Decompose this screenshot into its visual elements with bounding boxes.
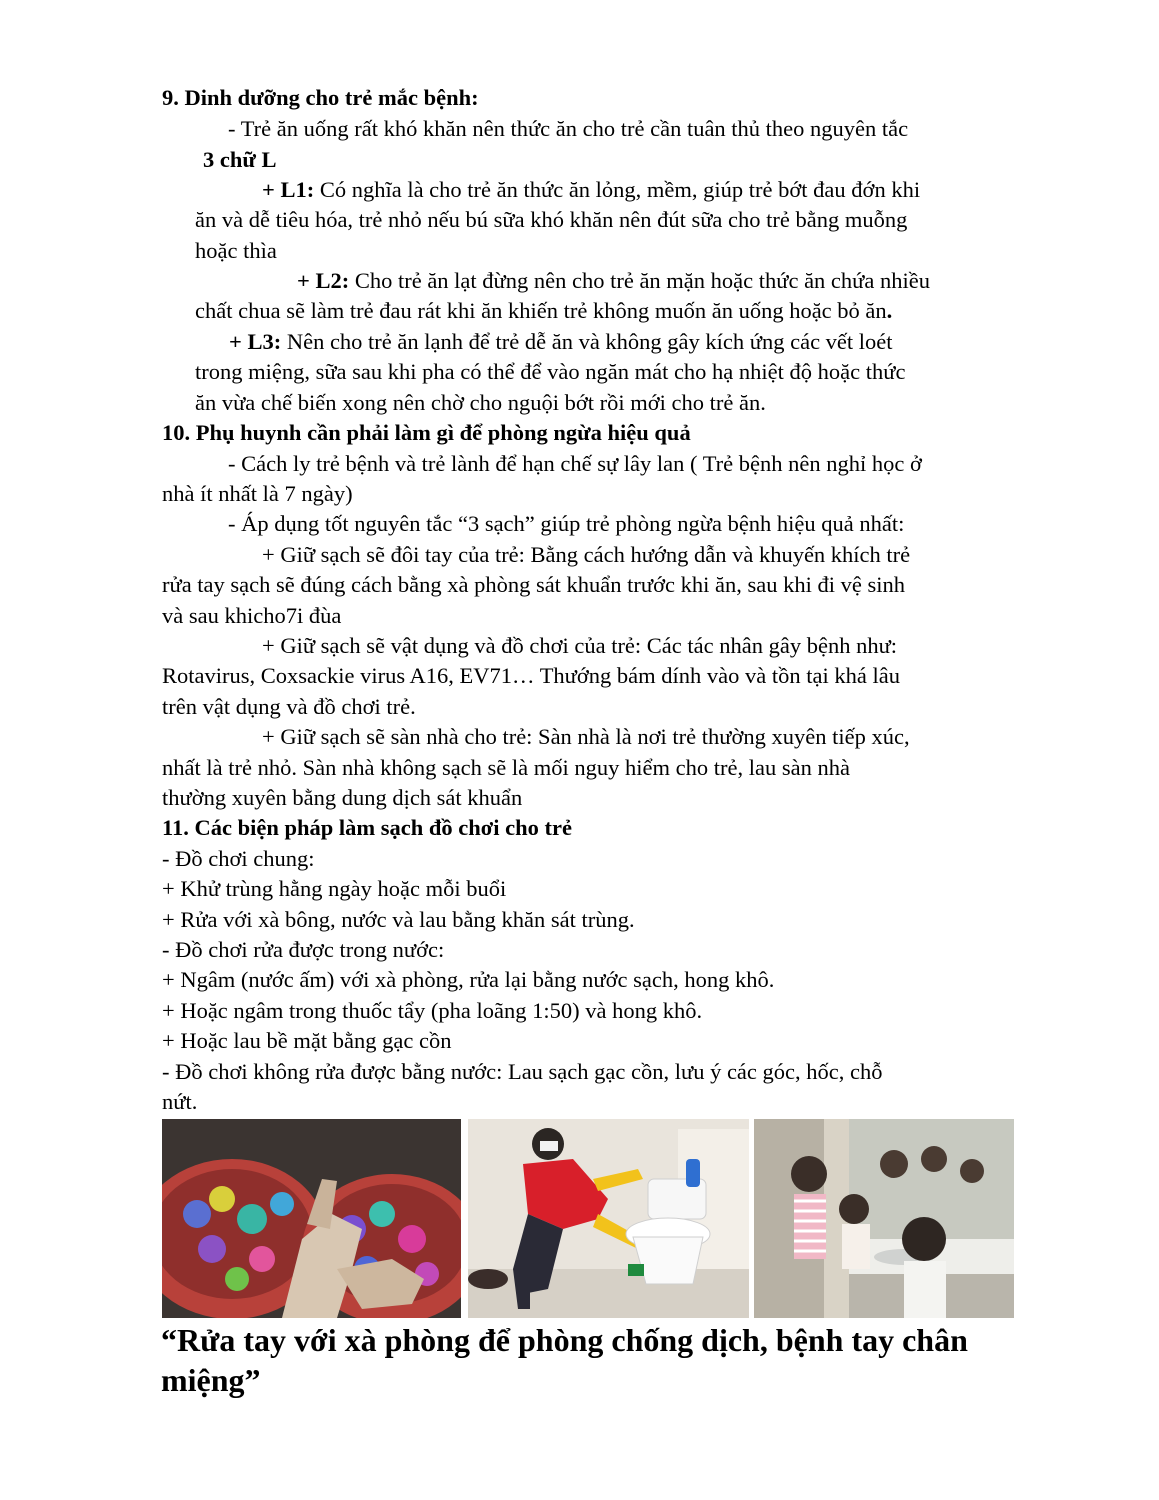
l2-end: . xyxy=(886,298,893,323)
l2-label: + L2: xyxy=(297,268,350,293)
quote-line2: miệng” xyxy=(161,1362,261,1398)
s11-line: + Hoặc ngâm trong thuốc tẩy (pha loãng 1:50) và hong khô. xyxy=(162,998,703,1023)
s10-p5-line2: nhất là trẻ nhỏ. Sàn nhà không sạch sẽ là mối nguy hiểm cho trẻ, lau sàn nhà xyxy=(162,755,850,780)
s10-p5-line3: thường xuyên bằng dung dịch sát khuẩn xyxy=(162,785,523,810)
s11-line: + Khử trùng hằng ngày hoặc mỗi buổi xyxy=(162,876,507,901)
quote-line1: “Rửa tay với xà phòng để phòng chống dịch, bệnh tay chân xyxy=(161,1322,968,1358)
l1-line3: hoặc thìa xyxy=(195,238,277,263)
photo-children-washing-hands xyxy=(754,1119,1014,1318)
l3-label: + L3: xyxy=(229,329,282,354)
l1-line1 xyxy=(262,175,920,205)
section10-heading: 10. Phụ huynh cần phải làm gì để phòng ngừa hiệu quả xyxy=(162,420,691,445)
photo-cleaning-toilet xyxy=(468,1119,749,1318)
section9-heading: 9. Dinh dưỡng cho trẻ mắc bệnh: xyxy=(162,85,479,110)
l1-label: + L1: xyxy=(262,177,315,202)
s11-line: + Ngâm (nước ấm) với xà phòng, rửa lại bằng nước sạch, hong khô. xyxy=(162,967,775,992)
s10-p1-line2: nhà ít nhất là 7 ngày) xyxy=(162,481,353,506)
washing-toys-illustration xyxy=(162,1119,461,1318)
l1-text: Có nghĩa là cho trẻ ăn thức ăn lỏng, mềm, giúp trẻ bớt đau đớn khi xyxy=(314,177,921,202)
section9-intro: - Trẻ ăn uống rất khó khăn nên thức ăn cho trẻ cần tuân thủ theo nguyên tắc xyxy=(228,116,909,141)
s11-line: - Đồ chơi rửa được trong nước: xyxy=(162,937,445,962)
photo-strip xyxy=(162,1119,1014,1318)
s10-p4-line1: + Giữ sạch sẽ vật dụng và đồ chơi của trẻ: Các tác nhân gây bệnh như: xyxy=(262,633,898,658)
l3-text: Nên cho trẻ ăn lạnh để trẻ dễ ăn và không gây kích ứng các vết loét xyxy=(281,329,893,354)
children-washing-hands-illustration xyxy=(754,1119,1014,1318)
section11-heading: 11. Các biện pháp làm sạch đồ chơi cho trẻ xyxy=(162,815,572,840)
photo-washing-toys xyxy=(162,1119,461,1318)
cleaning-toilet-illustration xyxy=(468,1119,749,1318)
s10-p4-line2: Rotavirus, Coxsackie virus A16, EV71… Thướng bám dính vào và tồn tại khá lâu xyxy=(162,663,900,688)
l3-line1 xyxy=(229,327,893,357)
s11-line: + Hoặc lau bề mặt bằng gạc cồn xyxy=(162,1028,452,1053)
s10-p2-line1: - Áp dụng tốt nguyên tắc “3 sạch” giúp trẻ phòng ngừa bệnh hiệu quả nhất: xyxy=(228,511,905,536)
s10-p5-line1: + Giữ sạch sẽ sàn nhà cho trẻ: Sàn nhà là nơi trẻ thường xuyên tiếp xúc, xyxy=(262,724,910,749)
l2-line2 xyxy=(195,296,892,326)
s10-p3-line3: và sau khicho7i đùa xyxy=(162,603,342,628)
l3-line2: trong miệng, sữa sau khi pha có thể để vào ngăn mát cho hạ nhiệt độ hoặc thức xyxy=(195,359,906,384)
s10-p3-line2: rửa tay sạch sẽ đúng cách bằng xà phòng sát khuẩn trước khi ăn, sau khi đi vệ sinh xyxy=(162,572,905,597)
l2-text2: chất chua sẽ làm trẻ đau rát khi ăn khiến trẻ không muốn ăn uống hoặc bỏ ăn xyxy=(195,298,887,323)
s11-line: + Rửa với xà bông, nước và lau bằng khăn sát trùng. xyxy=(162,907,635,932)
l2-line1 xyxy=(297,266,930,296)
s10-p1-line1: - Cách ly trẻ bệnh và trẻ lành để hạn chế sự lây lan ( Trẻ bệnh nên nghỉ học ở xyxy=(228,451,922,476)
s10-p3-line1: + Giữ sạch sẽ đôi tay của trẻ: Bằng cách hướng dẫn và khuyến khích trẻ xyxy=(262,542,911,567)
rule-title: 3 chữ L xyxy=(203,147,277,172)
l2-text: Cho trẻ ăn lạt đừng nên cho trẻ ăn mặn hoặc thức ăn chứa nhiều xyxy=(349,268,930,293)
s11-last-line2: nứt. xyxy=(162,1089,198,1114)
s10-p4-line3: trên vật dụng và đồ chơi trẻ. xyxy=(162,694,416,719)
s11-last-line1: - Đồ chơi không rửa được bằng nước: Lau sạch gạc cồn, lưu ý các góc, hốc, chỗ xyxy=(162,1059,883,1084)
s11-line: - Đồ chơi chung: xyxy=(162,846,315,871)
l3-line3: ăn vừa chế biến xong nên chờ cho nguội bớt rồi mới cho trẻ ăn. xyxy=(195,390,766,415)
l1-line2: ăn và dễ tiêu hóa, trẻ nhỏ nếu bú sữa khó khăn nên đút sữa cho trẻ bằng muỗng xyxy=(195,207,908,232)
